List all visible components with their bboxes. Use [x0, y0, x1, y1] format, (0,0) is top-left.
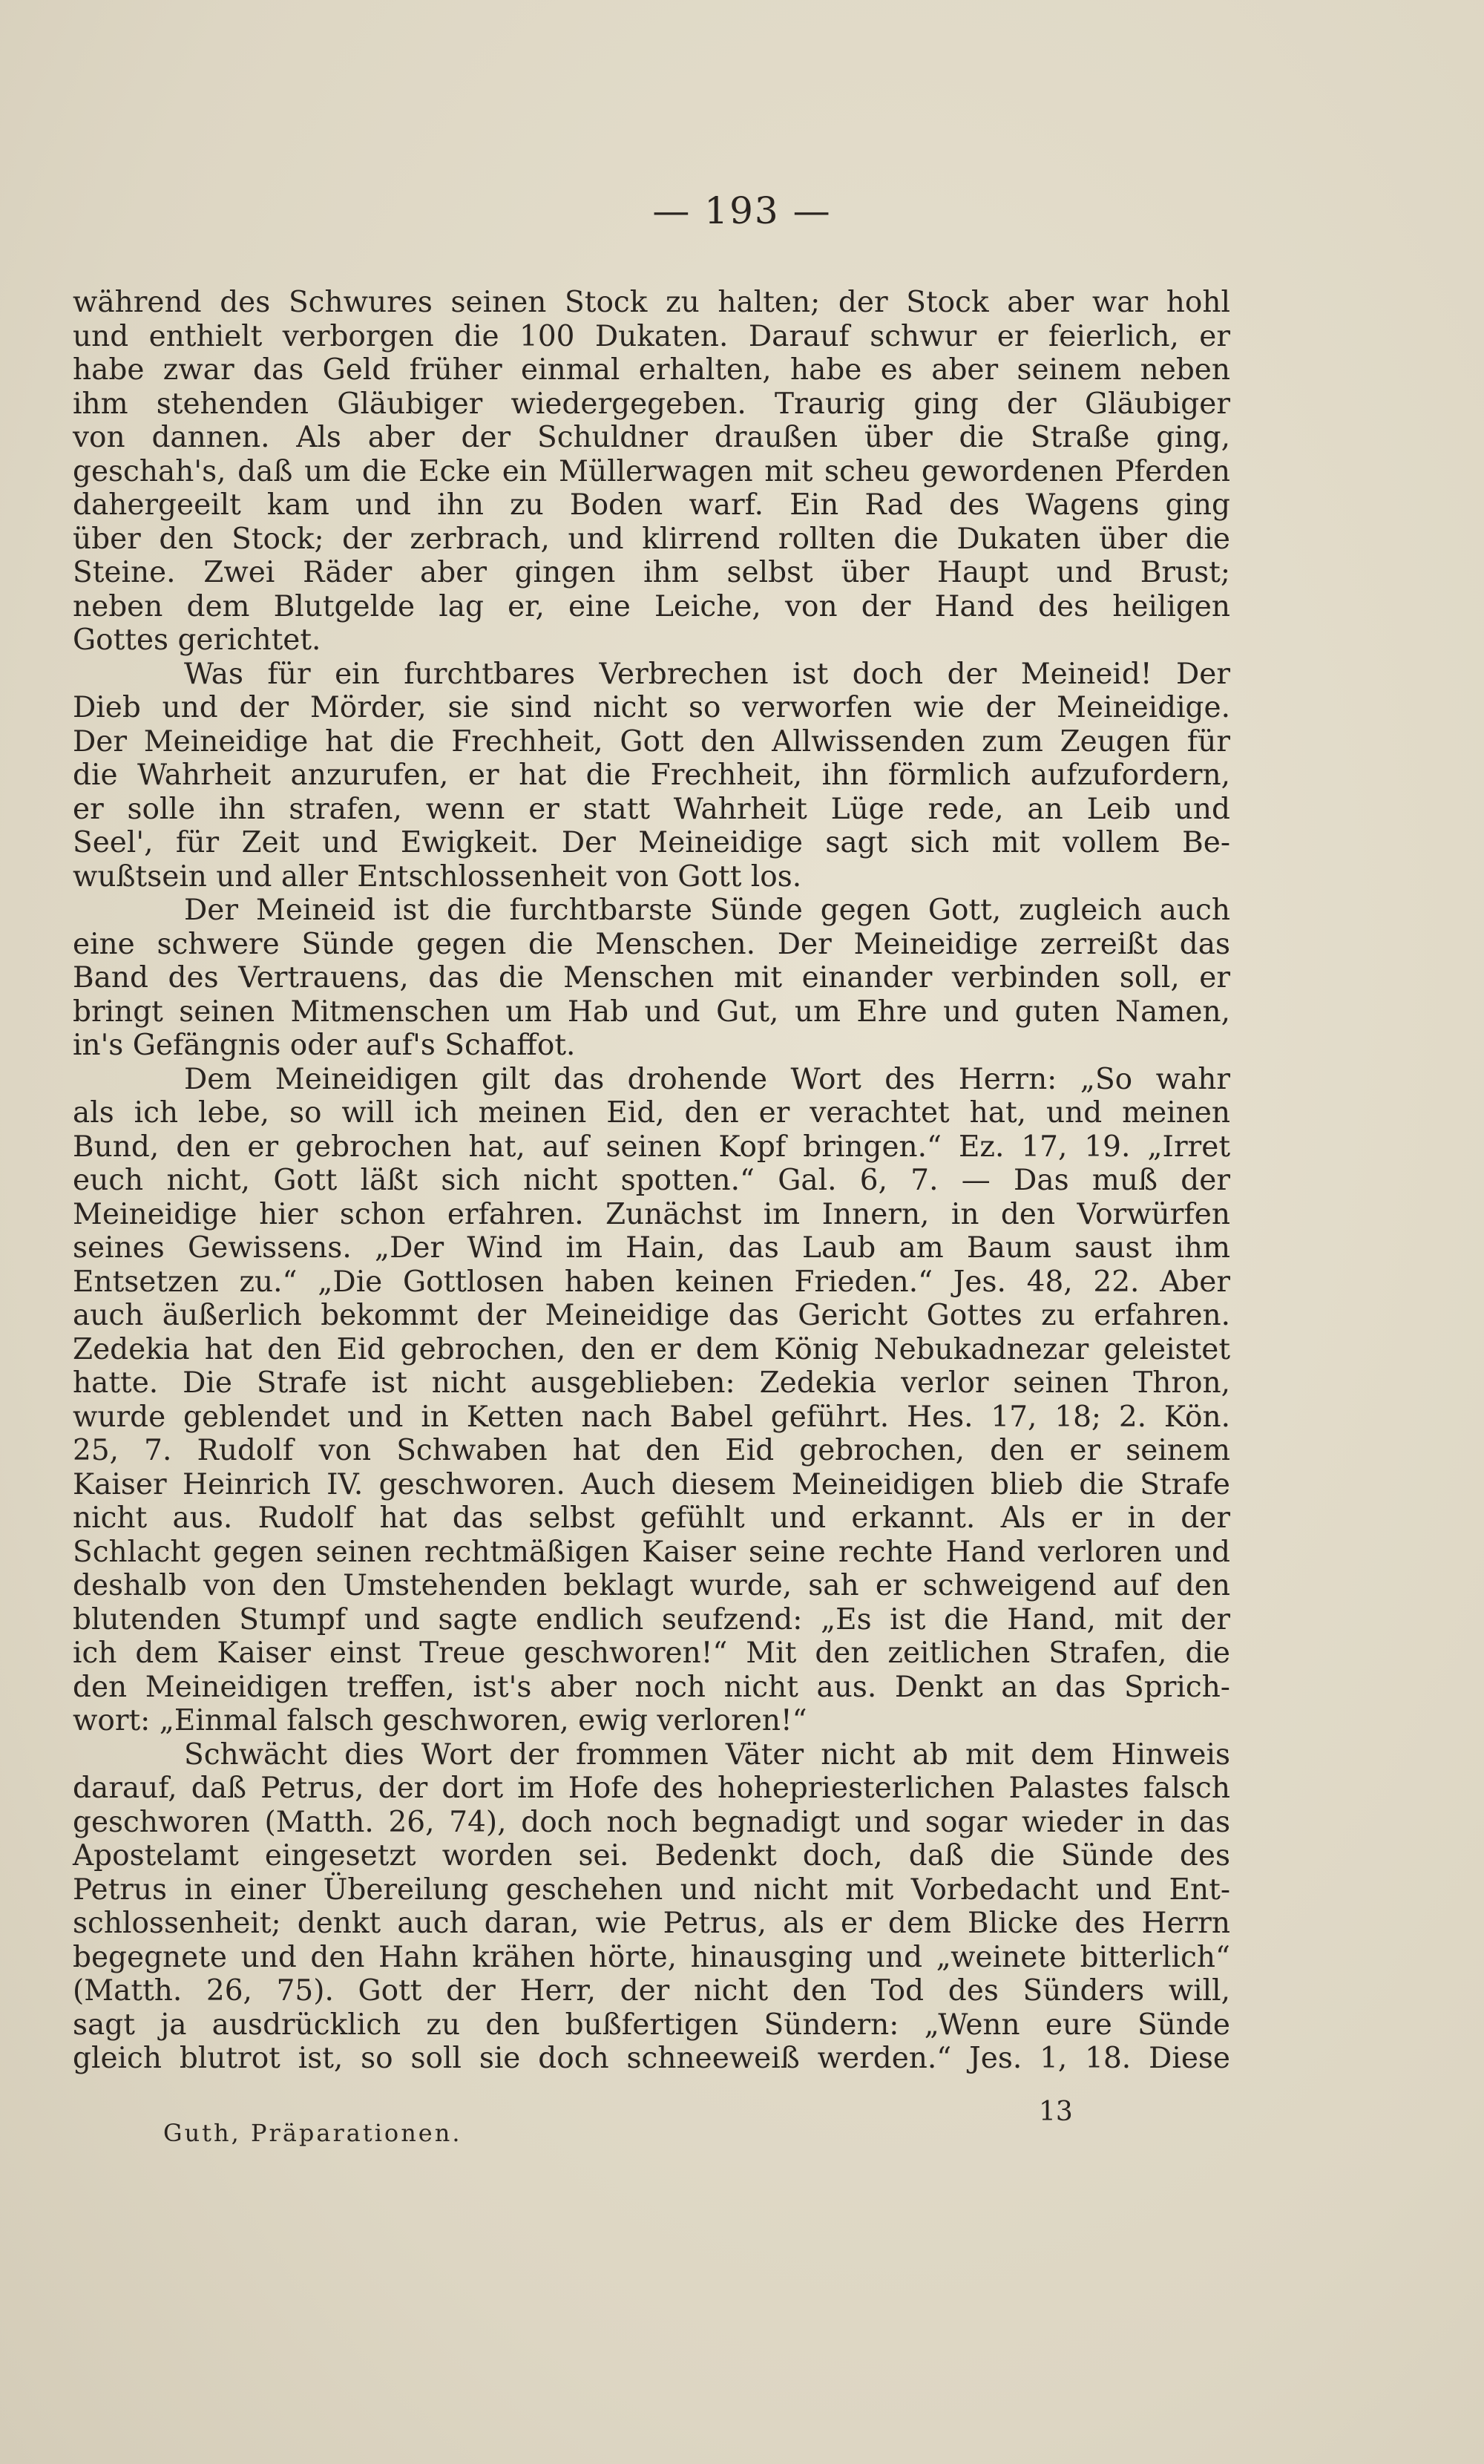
- paragraph: [73, 894, 1230, 1063]
- text-line: hatte. Die Strafe ist nicht ausgeblieben: Zedekia verlor seinen Thron,: [73, 1366, 1230, 1400]
- text-line: Seel', für Zeit und Ewigkeit. Der Meineidige sagt sich mit vollem Be-: [73, 826, 1230, 859]
- text-line: Der Meineidige hat die Frechheit, Gott den Allwissenden zum Zeugen für: [73, 724, 1230, 758]
- text-line: Schwächt dies Wort der frommen Väter nicht ab mit dem Hinweis: [184, 1737, 1230, 1772]
- text-line: Steine. Zwei Räder aber gingen ihm selbst über Haupt und Brust;: [73, 556, 1230, 589]
- text-line: Band des Vertrauens, das die Menschen mit einander verbinden soll, er: [73, 961, 1230, 995]
- text-line: (Matth. 26, 75). Gott der Herr, der nicht den Tod des Sünders will,: [73, 1974, 1230, 2008]
- text-line: Dieb und der Mörder, sie sind nicht so verworfen wie der Meineidige.: [73, 691, 1230, 724]
- text-line: Zedekia hat den Eid gebrochen, den er dem König Nebukadnezar geleistet: [73, 1332, 1230, 1366]
- text-line: Schlacht gegen seinen rechtmäßigen Kaiser seine rechte Hand verloren und: [73, 1535, 1230, 1569]
- text-line: über den Stock; der zerbrach, und klirrend rollten die Dukaten über die: [73, 522, 1230, 556]
- text-line: 25, 7. Rudolf von Schwaben hat den Eid gebrochen, den er seinem: [73, 1434, 1230, 1467]
- text-line: geschah's, daß um die Ecke ein Müllerwagen mit scheu gewordenen Pferden: [73, 454, 1230, 488]
- text-line: Der Meineid ist die furchtbarste Sünde gegen Gott, zugleich auch: [184, 894, 1230, 927]
- text-line: dahergeeilt kam und ihn zu Boden warf. Ein Rad des Wagens ging: [73, 488, 1230, 522]
- footer-signature: Guth, Präparationen.: [163, 2119, 462, 2147]
- text-line: schlossenheit; denkt auch daran, wie Petrus, als er dem Blicke des Herrn: [73, 1907, 1230, 1940]
- text-line: wurde geblendet und in Ketten nach Babel geführt. Hes. 17, 18; 2. Kön.: [73, 1400, 1230, 1434]
- paragraph: [73, 1063, 1230, 1738]
- text-line: Kaiser Heinrich IV. geschworen. Auch diesem Meineidigen blieb die Strafe: [73, 1467, 1230, 1501]
- text-line: darauf, daß Petrus, der dort im Hofe des hohepriesterlichen Palastes falsch: [73, 1772, 1230, 1805]
- text-line: wort: „Einmal falsch geschworen, ewig verloren!“: [73, 1704, 807, 1737]
- text-line: deshalb von den Umstehenden beklagt wurde, sah er schweigend auf den: [73, 1569, 1230, 1602]
- text-line: Apostelamt eingesetzt worden sei. Bedenkt doch, daß die Sünde des: [73, 1839, 1230, 1872]
- text-line: während des Schwures seinen Stock zu halten; der Stock aber war hohl: [73, 286, 1230, 319]
- text-line: Dem Meineidigen gilt das drohende Wort des Herrn: „So wahr: [184, 1062, 1230, 1096]
- paragraph: [73, 658, 1230, 894]
- body-text: [73, 286, 1230, 2076]
- text-line: Gottes gerichtet.: [73, 623, 321, 657]
- text-line: bringt seinen Mitmenschen um Hab und Gut, um Ehre und guten Namen,: [73, 995, 1230, 1029]
- text-line: und enthielt verborgen die 100 Dukaten. Darauf schwur er feierlich, er: [73, 319, 1230, 353]
- text-line: Bund, den er gebrochen hat, auf seinen Kopf bringen.“ Ez. 17, 19. „Irret: [73, 1130, 1230, 1164]
- text-line: euch nicht, Gott läßt sich nicht spotten.“ Gal. 6, 7. — Das muß der: [73, 1164, 1230, 1197]
- text-line: wußtsein und aller Entschlossenheit von Gott los.: [73, 859, 802, 894]
- paragraph: [73, 286, 1230, 658]
- text-line: Was für ein furchtbares Verbrechen ist doch der Meineid! Der: [184, 657, 1230, 691]
- text-line: ich dem Kaiser einst Treue geschworen!“ Mit den zeitlichen Strafen, die: [73, 1636, 1230, 1670]
- text-line: Meineidige hier schon erfahren. Zunächst im Innern, in den Vorwürfen: [73, 1197, 1230, 1231]
- text-line: ihm stehenden Gläubiger wiedergegeben. Traurig ging der Gläubiger: [73, 387, 1230, 421]
- text-line: die Wahrheit anzurufen, er hat die Frechheit, ihn förmlich aufzufordern,: [73, 758, 1230, 792]
- text-line: als ich lebe, so will ich meinen Eid, den er verachtet hat, und meinen: [73, 1096, 1230, 1130]
- text-line: den Meineidigen treffen, ist's aber noch nicht aus. Denkt an das Sprich-: [73, 1670, 1230, 1704]
- text-line: nicht aus. Rudolf hat das selbst gefühlt und erkannt. Als er in der: [73, 1501, 1230, 1535]
- page-number: — 193 —: [652, 189, 832, 232]
- text-line: von dannen. Als aber der Schuldner draußen über die Straße ging,: [73, 421, 1230, 454]
- text-line: sagt ja ausdrücklich zu den bußfertigen Sündern: „Wenn eure Sünde: [73, 2008, 1230, 2042]
- text-line: eine schwere Sünde gegen die Menschen. Der Meineidige zerreißt das: [73, 927, 1230, 961]
- text-line: Entsetzen zu.“ „Die Gottlosen haben keinen Frieden.“ Jes. 48, 22. Aber: [73, 1265, 1230, 1299]
- text-line: auch äußerlich bekommt der Meineidige das Gericht Gottes zu erfahren.: [73, 1299, 1230, 1332]
- text-line: geschworen (Matth. 26, 74), doch noch begnadigt und sogar wieder in das: [73, 1805, 1230, 1839]
- paragraph: [73, 1738, 1230, 2076]
- text-line: neben dem Blutgelde lag er, eine Leiche, von der Hand des heiligen: [73, 589, 1230, 623]
- text-line: begegnete und den Hahn krähen hörte, hinausging und „weinete bitterlich“: [73, 1940, 1230, 1974]
- text-line: er solle ihn strafen, wenn er statt Wahrheit Lüge rede, an Leib und: [73, 792, 1230, 826]
- text-line: gleich blutrot ist, so soll sie doch schneeweiß werden.“ Jes. 1, 18. Diese: [73, 2042, 1230, 2075]
- text-line: habe zwar das Geld früher einmal erhalten, habe es aber seinem neben: [73, 353, 1230, 387]
- text-line: blutenden Stumpf und sagte endlich seufzend: „Es ist die Hand, mit der: [73, 1602, 1230, 1636]
- text-line: seines Gewissens. „Der Wind im Hain, das Laub am Baum saust ihm: [73, 1231, 1230, 1265]
- text-line: in's Gefängnis oder auf's Schaffot.: [73, 1029, 576, 1062]
- sheet-number: 13: [1039, 2097, 1073, 2127]
- text-line: Petrus in einer Übereilung geschehen und nicht mit Vorbedacht und Ent-: [73, 1872, 1230, 1907]
